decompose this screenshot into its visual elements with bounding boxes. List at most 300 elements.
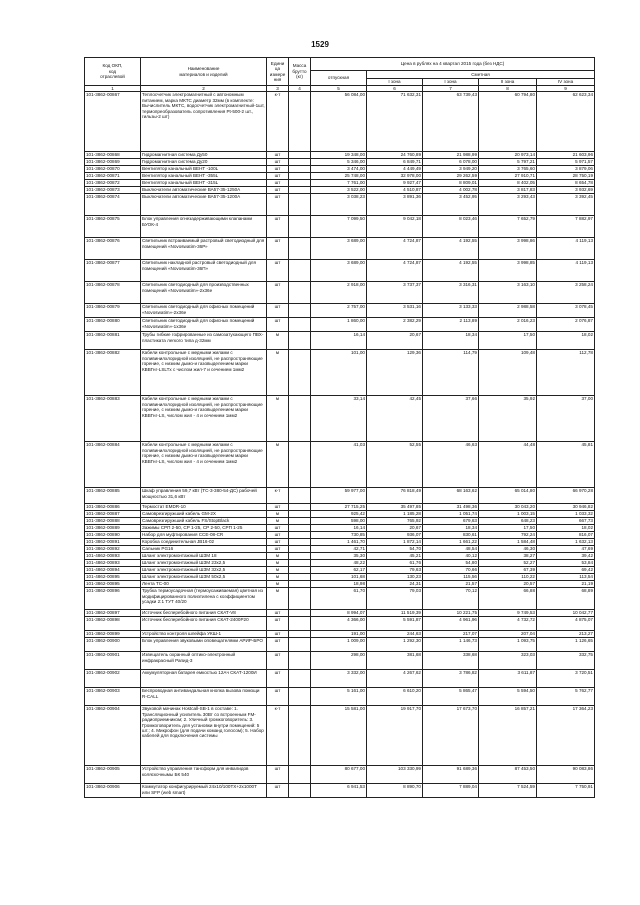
cell-price-zone-2: 48,54 [423,546,479,553]
cell-price-zone-1: 1 292,30 [367,638,423,652]
cell-unit: шт [267,238,289,260]
cell-price-zone-4: 7 750,91 [537,784,595,798]
cell-price-zone-2: 4 002,78 [423,187,479,194]
cell-price-zone-4: 7 882,97 [537,216,595,238]
cell-price-zone-1: 4 449,49 [367,166,423,173]
cell-unit: м [267,581,289,588]
table-row [85,173,595,180]
cell-price-zone-1: 765,92 [367,518,423,525]
cell-price-zone-4: 4 875,07 [537,617,595,631]
cell-unit: м [267,511,289,518]
cell-price-release: 19 348,00 [311,152,367,159]
cell-price-zone-1: 129,36 [367,350,423,396]
cell-unit: шт [267,638,289,652]
cell-unit: шт [267,216,289,238]
cell-price-release: 3 522,00 [311,187,367,194]
table-row [85,518,595,525]
cell-price-release: 730,85 [311,532,367,539]
cell-name: Шланг электромонтажный ШЗМ 50х2,5 [141,574,267,581]
cell-price-zone-2: 63 739,43 [423,92,479,152]
cell-price-zone-1: 244,63 [367,631,423,638]
cell-price-zone-3: 110,22 [479,574,537,581]
cell-price-zone-1: 9 927,47 [367,180,423,187]
table-row [85,166,595,173]
cell-code: 101-3862-00897 [85,610,141,617]
cell-price-zone-3: 3 611,87 [479,670,537,688]
column-index: 8 [479,86,537,92]
cell-name: Гидромагнитная система Ду50 [141,152,267,159]
cell-mass [289,560,311,567]
cell-unit: м [267,442,289,488]
cell-price-zone-1: 61,76 [367,560,423,567]
cell-code: 101-3862-00890 [85,532,141,539]
cell-price-release: 15 581,00 [311,706,367,766]
cell-code: 101-4862-00893 [85,560,141,567]
cell-code: 101-3862-00885 [85,488,141,504]
cell-price-release: 6 941,53 [311,784,367,798]
cell-price-zone-4: 10 042,77 [537,610,595,617]
cell-price-zone-1: 45,21 [367,553,423,560]
cell-code: 101-3862-00879 [85,304,141,318]
cell-price-zone-1: 24,31 [367,581,423,588]
cell-price-zone-2: 54,80 [423,560,479,567]
table-row [85,159,595,166]
cell-price-release: 3 689,00 [311,260,367,282]
table-row [85,539,595,546]
cell-price-zone-1: 936,07 [367,532,423,539]
cell-price-zone-1: 4 724,87 [367,260,423,282]
cell-price-zone-2: 70,12 [423,588,479,610]
cell-name: Светильник светодиодный для офисных помещений «Novoswatim»-1х36е [141,318,267,332]
cell-name: Источник бесперебойного питания СКАТ-2400Р20 [141,617,267,631]
cell-name: Гидромагнитная система Ду20 [141,159,267,166]
cell-price-zone-4: 3 392,45 [537,194,595,216]
cell-unit: шт [267,180,289,187]
header-mass: Масса брутто (кг) [289,58,311,86]
cell-mass [289,194,311,216]
cell-price-zone-4: 1 126,65 [537,638,595,652]
cell-price-zone-1: 1 185,28 [367,511,423,518]
cell-price-zone-2: 3 133,33 [423,304,479,318]
cell-unit: шт [267,610,289,617]
cell-price-release: 62,17 [311,567,367,574]
cell-price-zone-2: 68 163,62 [423,488,479,504]
cell-price-zone-1: 3 531,16 [367,304,423,318]
cell-code: 101-3862-00902 [85,670,141,688]
cell-mass [289,670,311,688]
cell-price-zone-4: 112,78 [537,350,595,396]
cell-price-zone-4: 3 932,69 [537,187,595,194]
cell-code: 101-3862-00895 [85,581,141,588]
cell-mass [289,525,311,532]
cell-price-release: 8 994,07 [311,610,367,617]
cell-name: Лента ТС-00 [141,581,267,588]
cell-price-zone-4: 1 033,32 [537,511,595,518]
cell-price-zone-4: 45,81 [537,442,595,488]
cell-price-release: 61,70 [311,588,367,610]
column-index: 6 [367,86,423,92]
cell-price-zone-4: 1 632,13 [537,539,595,546]
cell-unit: шт [267,784,289,798]
cell-name: Самоврезгиружший кабель FS/StopBlack [141,518,267,525]
cell-code: 101-3862-00896 [85,588,141,610]
cell-mass [289,652,311,670]
cell-price-zone-3: 44,48 [479,442,537,488]
cell-unit: шт [267,159,289,166]
cell-unit: м [267,396,289,442]
cell-name: Светильник встраиваемый растровый светодиодный для помещений «Novoswatim-36Р» [141,238,267,260]
table-row [85,152,595,159]
cell-price-zone-2: 18,34 [423,332,479,350]
table-row [85,260,595,282]
cell-mass [289,282,311,304]
cell-name: Термостат EMDR-10 [141,504,267,511]
cell-mass [289,238,311,260]
cell-name: Светильник светодиодный для производственных помещений «Novoswatim»-2х36е [141,282,267,304]
cell-price-zone-3: 323,03 [479,652,537,670]
cell-code: 101-4862-00893 [85,553,141,560]
cell-price-zone-2: 40,12 [423,553,479,560]
cell-price-zone-2: 18,34 [423,525,479,532]
cell-price-zone-2: 7 889,04 [423,784,479,798]
cell-unit: м [267,518,289,525]
cell-mass [289,631,311,638]
cell-mass [289,588,311,610]
cell-price-release: 5 161,00 [311,688,367,706]
cell-name: Коммутатор конфигурируемый 24х10/100ТХ+2х1000Т или SFP (web smart) [141,784,267,798]
table-row [85,766,595,784]
cell-price-zone-1: 79,03 [367,588,423,610]
cell-price-zone-2: 21,57 [423,581,479,588]
cell-price-zone-4: 17 364,23 [537,706,595,766]
cell-price-zone-3: 3 163,10 [479,282,537,304]
cell-name: Кабели контрольные с медными жилами с поливинилхлоридной изоляцией, не распространяющие горение, с низким дымо-и газовыделением марки КВВГнг-LS, числом жил - 4 и сечением 1мм2 [141,442,267,488]
cell-price-zone-1: 8 890,70 [367,784,423,798]
cell-unit: к-т [267,706,289,766]
cell-mass [289,511,311,518]
cell-unit: шт [267,652,289,670]
cell-code: 101-3862-00906 [85,784,141,798]
cell-code: 101-3862-00871 [85,173,141,180]
cell-price-zone-3: 65 014,80 [479,488,537,504]
table-row [85,238,595,260]
cell-price-zone-4: 69,42 [537,567,595,574]
cell-code: 101-3862-00889 [85,525,141,532]
cell-price-zone-1: 54,70 [367,546,423,553]
column-index: 7 [423,86,479,92]
table-row [85,638,595,652]
table-row [85,610,595,617]
cell-mass [289,617,311,631]
cell-price-release: 56 084,00 [311,92,367,152]
cell-price-zone-4: 2 076,87 [537,318,595,332]
cell-unit: к-т [267,488,289,504]
table-row [85,617,595,631]
cell-name: Коробка соединительная JB16-02 [141,539,267,546]
cell-code: 101-3862-00878 [85,282,141,304]
cell-mass [289,567,311,574]
cell-price-zone-1: 52,55 [367,442,423,488]
cell-code: 101-3862-00868 [85,152,141,159]
cell-code: 101-3862-00873 [85,187,141,194]
table-row [85,567,595,574]
cell-mass [289,260,311,282]
column-index: 9 [537,86,595,92]
cell-unit: шт [267,631,289,638]
cell-price-zone-1: 6 610,20 [367,688,423,706]
cell-unit: шт [267,525,289,532]
cell-unit: м [267,553,289,560]
cell-price-release: 1 860,00 [311,318,367,332]
header-unit: Едини ца измере ния [267,58,289,86]
header-name: Наименование материалов и изделий [141,58,267,86]
cell-code: 101-3862-00874 [85,194,141,216]
cell-code: 101-3862-00903 [85,688,141,706]
cell-name: Вентилятор канальный ВЕНТ -315L [141,180,267,187]
cell-mass [289,688,311,706]
cell-unit: к-т [267,92,289,152]
cell-name: Шланг электромонтажный ШЗМ 32х2,5 [141,567,267,574]
header-estimate: Сметная [367,71,595,79]
cell-price-zone-4: 53,84 [537,560,595,567]
cell-unit: шт [267,532,289,539]
cell-mass [289,92,311,152]
cell-price-zone-2: 21 988,99 [423,152,479,159]
cell-price-zone-2: 830,61 [423,532,479,539]
cell-code: 101-3862-00869 [85,159,141,166]
cell-mass [289,532,311,539]
price-table [84,57,595,798]
cell-price-zone-4: 66 970,28 [537,488,595,504]
cell-code: 101-3862-00899 [85,631,141,638]
cell-mass [289,784,311,798]
header-prices-title: Цена в рублях на 4 квартал 2015 года (без НДС) [311,58,595,71]
cell-price-zone-2: 1 051,74 [423,511,479,518]
cell-price-zone-3: 648,23 [479,518,537,525]
cell-name: Кабели контрольные с медными жилами с поливинилхлоридной изоляцией, не распространяющие горение, с низким дымо-и газовыделением марки КВВГнг-LSLTx с числом жил-7 и сечением 1мм2 [141,350,267,396]
cell-code: 101-3862-00898 [85,617,141,631]
cell-code: 101-3862-00888 [85,518,141,525]
cell-mass [289,574,311,581]
cell-name: Устройство контроля шлейфа УКШ-1 [141,631,267,638]
cell-unit: шт [267,260,289,282]
cell-mass [289,706,311,766]
cell-mass [289,166,311,173]
cell-price-zone-3: 35,92 [479,396,537,442]
cell-price-zone-2: 17 673,70 [423,706,479,766]
cell-price-zone-3: 30 043,20 [479,504,537,511]
table-row [85,574,595,581]
cell-mass [289,396,311,442]
cell-price-zone-2: 3 786,82 [423,670,479,688]
header-zone-3: II зона [479,78,537,86]
cell-code: 101-3862-00880 [85,318,141,332]
cell-unit: шт [267,546,289,553]
cell-price-release: 1 461,70 [311,539,367,546]
cell-code: 101-3862-00881 [85,332,141,350]
column-index: 4 [289,86,311,92]
cell-price-release: 5 346,00 [311,159,367,166]
cell-price-zone-2: 3 316,31 [423,282,479,304]
cell-price-zone-1: 79,63 [367,567,423,574]
cell-price-zone-3: 2 016,23 [479,318,537,332]
cell-code: 101-3862-00872 [85,180,141,187]
table-row [85,332,595,350]
table-row [85,631,595,638]
cell-mass [289,610,311,617]
cell-price-zone-2: 1 146,73 [423,638,479,652]
cell-name: Источник бесперебойного питания СКАТ-V8 [141,610,267,617]
cell-price-zone-1: 3 891,36 [367,194,423,216]
cell-unit: шт [267,318,289,332]
table-row [85,688,595,706]
cell-price-zone-3: 5 594,50 [479,688,537,706]
cell-price-zone-2: 4 192,55 [423,260,479,282]
cell-price-zone-1: 11 519,39 [367,610,423,617]
cell-price-zone-1: 32 978,00 [367,173,423,180]
cell-price-release: 25 748,00 [311,173,367,180]
cell-price-zone-1: 76 818,49 [367,488,423,504]
cell-mass [289,518,311,525]
cell-price-zone-1: 9 042,18 [367,216,423,238]
cell-price-release: 925,42 [311,511,367,518]
cell-code: 101-4862-00895 [85,574,141,581]
cell-price-zone-3: 46,30 [479,546,537,553]
cell-price-release: 101,68 [311,574,367,581]
cell-price-zone-3: 38,27 [479,553,537,560]
cell-price-release: 7 761,00 [311,180,367,187]
cell-mass [289,332,311,350]
cell-price-zone-3: 1 003,15 [479,511,537,518]
cell-price-zone-3: 16 857,21 [479,706,537,766]
cell-unit: шт [267,173,289,180]
cell-price-release: 42,71 [311,546,367,553]
cell-price-release: 101,00 [311,350,367,396]
table-row [85,442,595,488]
cell-mass [289,442,311,488]
header-zone-2: I зона [423,78,479,86]
table-row [85,511,595,518]
cell-name: Шланг электромонтажный ШЗМ 18 [141,553,267,560]
table-body [85,92,595,798]
cell-price-zone-4: 213,27 [537,631,595,638]
table-row [85,194,595,216]
cell-price-zone-3: 20 973,14 [479,152,537,159]
table-row [85,488,595,504]
cell-price-zone-2: 91 689,36 [423,766,479,784]
cell-price-zone-2: 679,63 [423,518,479,525]
cell-price-zone-3: 20,57 [479,581,537,588]
cell-name: Звуковой мачинак Hostcall-SB-1 в составе: 1. Трансляционный усилитель 30Вт со встроенным FM- радиоприемником; 2. Уличный громкоговоритель: 3. Громкоговоритель для установки внутри помещений: 5 шт.; 4. Микрофон (для подачи команд голосом); 5. Набор кабелей для подключения системы [141,706,267,766]
cell-price-zone-3: 87 453,50 [479,766,537,784]
cell-price-zone-4: 4 119,13 [537,238,595,260]
cell-price-release: 4 366,00 [311,617,367,631]
cell-price-zone-1: 381,68 [367,652,423,670]
cell-code: 101-3862-00877 [85,260,141,282]
header-code: Код ОКП, код отраслевой [85,58,141,86]
cell-mass [289,159,311,166]
cell-code: 101-3862-00867 [85,92,141,152]
cell-price-zone-3: 3 998,86 [479,238,537,260]
cell-price-zone-1: 4 510,87 [367,187,423,194]
cell-price-zone-2: 2 113,89 [423,318,479,332]
table-row [85,525,595,532]
cell-code: 101-3862-00901 [85,652,141,670]
table-row [85,304,595,318]
cell-price-zone-4: 18,02 [537,525,595,532]
cell-price-zone-1: 19 917,70 [367,706,423,766]
cell-mass [289,766,311,784]
cell-code: 101-3862-00884 [85,442,141,488]
cell-price-zone-3: 27 910,71 [479,173,537,180]
cell-code: 101-4862-00894 [85,567,141,574]
cell-name: Выключатели автоматические ВА57-35-1200А [141,194,267,216]
header-zone-4: IV зона [537,78,595,86]
cell-price-release: 1 009,00 [311,638,367,652]
table-row [85,180,595,187]
cell-price-zone-3: 3 817,83 [479,187,537,194]
cell-price-zone-4: 5 971,57 [537,159,595,166]
table-row [85,553,595,560]
cell-mass [289,488,311,504]
cell-code: 101-3862-00892 [85,546,141,553]
cell-price-zone-3: 1 093,75 [479,638,537,652]
cell-name: Светильник накладной растровый светодиодный для помещений «Novoswatim-36П» [141,260,267,282]
cell-price-release: 35,30 [311,553,367,560]
cell-price-zone-2: 4 192,55 [423,238,479,260]
cell-mass [289,553,311,560]
table-row [85,588,595,610]
cell-price-zone-3: 5 797,21 [479,159,537,166]
cell-price-zone-3: 17,50 [479,332,537,350]
cell-price-zone-1: 42,45 [367,396,423,442]
cell-code: 101-3862-00887 [85,511,141,518]
table-row [85,532,595,539]
cell-price-zone-4: 816,07 [537,532,595,539]
cell-code: 101-3862-00886 [85,504,141,511]
cell-unit: м [267,350,289,396]
table-row [85,350,595,396]
cell-price-zone-4: 37,00 [537,396,595,442]
cell-unit: шт [267,194,289,216]
column-index: 1 [85,86,141,92]
cell-unit: шт [267,766,289,784]
cell-price-zone-3: 67,39 [479,567,537,574]
cell-price-zone-3: 9 749,53 [479,610,537,617]
cell-name: Шланг электромонтажный ШЗМ 23х2,5 [141,560,267,567]
cell-name: Трубка термоусадочная (термоусаживаемая) цветная из модифицированного полиэтилена с коэффициентом усадки 2:1 ТУТ 40/20 [141,588,267,610]
cell-unit: шт [267,539,289,546]
table-row [85,560,595,567]
cell-price-zone-2: 46,63 [423,442,479,488]
cell-price-release: 41,03 [311,442,367,488]
cell-price-zone-2: 217,07 [423,631,479,638]
cell-price-zone-4: 18,02 [537,332,595,350]
cell-mass [289,539,311,546]
cell-price-zone-4: 332,75 [537,652,595,670]
column-index: 5 [311,86,367,92]
cell-name: Набор для муфтирования CCE-08-CR [141,532,267,539]
cell-code: 101-3862-00870 [85,166,141,173]
page-number: 1529 [311,40,329,49]
table-row [85,216,595,238]
cell-name: Извещатель охранный оптико-электронный инфракрасный Рапид-3 [141,652,267,670]
cell-price-zone-2: 338,68 [423,652,479,670]
cell-price-zone-4: 113,54 [537,574,595,581]
cell-price-zone-3: 109,48 [479,350,537,396]
cell-code: 101-3862-00875 [85,216,141,238]
cell-name: Беспроводная антивандальная кнопка вызова помощи R-CALL [141,688,267,706]
